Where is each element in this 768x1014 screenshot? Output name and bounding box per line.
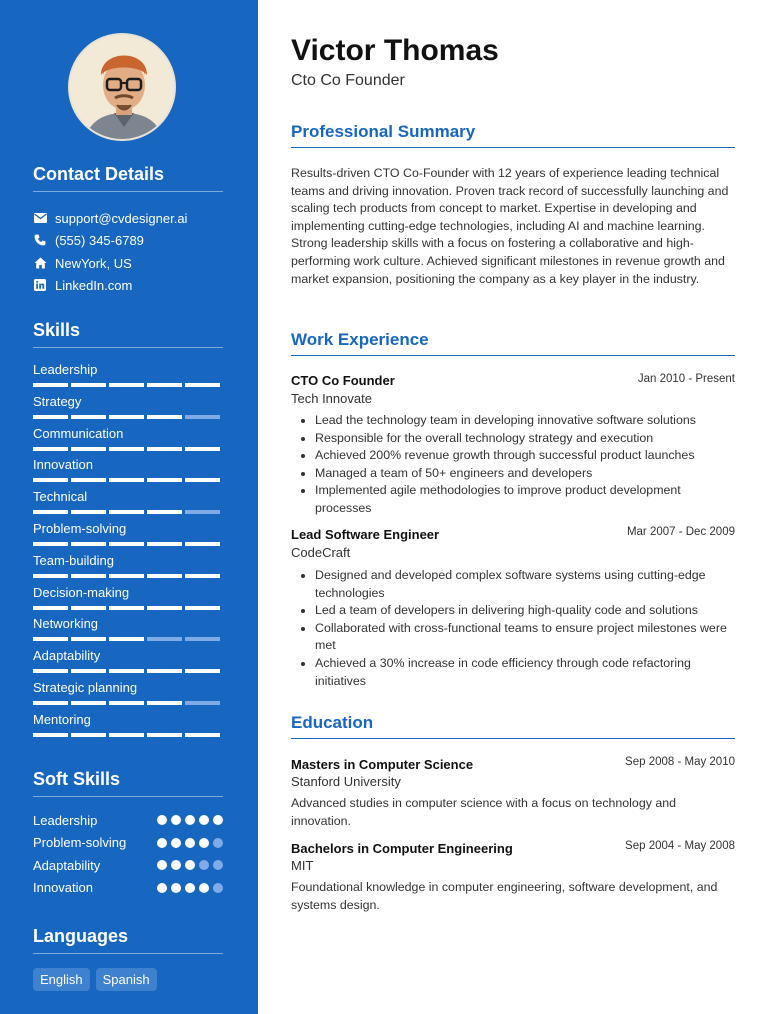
job-date: Jan 2010 - Present — [637, 373, 735, 385]
skill-bar-segment — [71, 574, 106, 578]
contact-location — [33, 254, 132, 272]
skill-bar-segment — [109, 733, 144, 737]
contact-email[interactable] — [33, 209, 187, 227]
rating-dot — [199, 883, 209, 893]
skill-bar-segment — [33, 510, 68, 514]
skills-heading: Skills — [33, 320, 223, 348]
language-chip: English — [33, 968, 90, 991]
skill-item — [33, 521, 223, 546]
skill-level-bar — [33, 478, 223, 482]
avatar-illustration — [70, 35, 176, 141]
rating-dot — [185, 860, 195, 870]
soft-skill-rating — [157, 883, 223, 893]
skill-bar-segment — [109, 383, 144, 387]
contact-email-text: support@cvdesigner.ai — [55, 210, 188, 226]
skill-level-bar — [33, 415, 223, 419]
skill-item — [33, 585, 223, 610]
languages-heading: Languages — [33, 926, 223, 954]
skill-level-bar — [33, 606, 223, 610]
rating-dot — [185, 883, 195, 893]
skill-label: Networking — [33, 616, 99, 632]
skill-label: Problem-solving — [33, 521, 127, 536]
education-heading: Education — [291, 713, 735, 739]
skill-bar-segment — [185, 574, 220, 578]
skill-bar-segment — [109, 669, 144, 673]
skill-bar-segment — [147, 606, 182, 610]
list-item: • Managed a team of 50+ engineers and developers — [315, 465, 727, 483]
skill-label: Mentoring — [33, 711, 91, 727]
skill-item — [33, 457, 223, 482]
contact-location-text: NewYork, US — [55, 255, 132, 271]
language-chip: Spanish — [96, 968, 157, 991]
list-item: • Lead the technology team in developing innovative software solutions — [315, 412, 727, 430]
contact-phone[interactable] — [33, 231, 144, 249]
skill-bar-segment — [185, 447, 220, 451]
skill-item — [33, 394, 223, 419]
languages-list — [33, 968, 157, 991]
skill-item — [33, 648, 223, 673]
soft-skills-heading: Soft Skills — [33, 769, 223, 797]
soft-skill-rating — [157, 860, 223, 870]
soft-skill-rating — [157, 838, 223, 848]
soft-skill-label: Leadership — [33, 812, 98, 828]
degree-description: Foundational knowledge in computer engineering, software development, and systems design. — [291, 880, 718, 912]
rating-dot — [213, 815, 223, 825]
list-item: • Implemented agile methodologies to improve product development processes — [315, 482, 727, 517]
contact-linkedin[interactable] — [33, 276, 132, 294]
skill-label: Adaptability — [33, 648, 101, 664]
skill-bar-segment — [147, 542, 182, 546]
skill-bar-segment — [71, 510, 106, 514]
skill-level-bar — [33, 574, 223, 578]
skill-bar-segment — [71, 669, 106, 673]
experience-heading: Work Experience — [291, 330, 735, 356]
school-name: Stanford University — [291, 774, 401, 789]
rating-dot — [199, 860, 209, 870]
rating-dot — [171, 815, 181, 825]
skill-label: Team-building — [33, 552, 114, 568]
skill-bar-segment — [33, 478, 68, 482]
job-company: CodeCraft — [291, 545, 351, 560]
soft-skill-label: Adaptability — [33, 857, 101, 873]
soft-skill-item — [33, 834, 223, 852]
skill-bar-segment — [185, 478, 220, 482]
skill-level-bar — [33, 733, 223, 737]
rating-dot — [213, 838, 223, 848]
rating-dot — [157, 815, 167, 825]
skill-bar-segment — [147, 574, 182, 578]
summary-heading: Professional Summary — [291, 122, 735, 148]
skill-bar-segment — [109, 447, 144, 451]
degree-date: Sep 2008 - May 2010 — [625, 756, 735, 768]
skill-bar-segment — [147, 510, 182, 514]
skill-bar-segment — [33, 542, 68, 546]
skill-level-bar — [33, 383, 223, 387]
job-bullets — [315, 412, 727, 518]
skill-bar-segment — [185, 510, 220, 514]
skill-item — [33, 616, 223, 641]
rating-dot — [185, 838, 195, 848]
skill-bar-segment — [33, 637, 68, 641]
envelope-icon — [33, 211, 47, 225]
skill-item — [33, 712, 223, 737]
skill-bar-segment — [185, 383, 220, 387]
list-item: • Collaborated with cross-functional teams to ensure project milestones were met — [315, 620, 727, 655]
summary-text: Results-driven CTO Co-Founder with 12 years of experience leading technical teams and driving innovation. Proven track record of successfully launching and scaling tech products from concept to market. Expertise in developing and implementing cutting-edge technologies, including AI and machine learning. Strong leadership skills with a focus on fostering a collaborative and high-performing work culture. Achieved significant milestones in revenue growth and market expansion, positioning the company as a key player in the industry. — [291, 166, 729, 286]
list-item: • Led a team of developers in delivering high-quality code and solutions — [315, 602, 727, 620]
skill-bar-segment — [71, 606, 106, 610]
skill-bar-segment — [71, 383, 106, 387]
skill-bar-segment — [185, 669, 220, 673]
skill-bar-segment — [33, 606, 68, 610]
skill-level-bar — [33, 669, 223, 673]
list-item: • Achieved 200% revenue growth through successful product launches — [315, 447, 727, 465]
skill-bar-segment — [147, 637, 182, 641]
degree-title: Masters in Computer Science — [291, 757, 474, 772]
sidebar — [0, 0, 258, 1014]
skill-bar-segment — [109, 510, 144, 514]
skill-bar-segment — [33, 669, 68, 673]
skill-bar-segment — [33, 447, 68, 451]
rating-dot — [171, 838, 181, 848]
person-role: Cto Co Founder — [291, 72, 405, 89]
skill-level-bar — [33, 637, 223, 641]
skill-bar-segment — [33, 415, 68, 419]
soft-skill-label: Innovation — [33, 880, 93, 895]
skill-bar-segment — [71, 637, 106, 641]
skill-bar-segment — [147, 383, 182, 387]
skill-bar-segment — [109, 637, 144, 641]
skill-item — [33, 680, 223, 705]
skill-bar-segment — [185, 542, 220, 546]
job-title: CTO Co Founder — [291, 373, 395, 388]
skill-item — [33, 362, 223, 387]
phone-icon — [33, 233, 47, 247]
skill-bar-segment — [71, 447, 106, 451]
skill-bar-segment — [33, 574, 68, 578]
contact-phone-text: (555) 345-6789 — [55, 232, 144, 248]
skill-label: Strategy — [33, 393, 82, 409]
home-icon — [33, 256, 47, 270]
contact-linkedin-text: LinkedIn.com — [55, 277, 133, 293]
skill-label: Technical — [33, 489, 88, 505]
list-item: • Achieved a 30% increase in code efficiency through code refactoring initiatives — [315, 655, 727, 690]
rating-dot — [199, 815, 209, 825]
job-bullets — [315, 567, 727, 690]
skill-bar-segment — [147, 447, 182, 451]
skill-level-bar — [33, 701, 223, 705]
skill-bar-segment — [185, 415, 220, 419]
skill-bar-segment — [185, 637, 220, 641]
skill-bar-segment — [147, 701, 182, 705]
skill-level-bar — [33, 542, 223, 546]
skill-bar-segment — [109, 542, 144, 546]
skill-bar-segment — [185, 701, 220, 705]
skill-level-bar — [33, 510, 223, 514]
skill-bar-segment — [185, 606, 220, 610]
skill-item — [33, 489, 223, 514]
soft-skill-label: Problem-solving — [33, 835, 127, 850]
skill-bar-segment — [71, 542, 106, 546]
rating-dot — [171, 883, 181, 893]
school-name: MIT — [291, 858, 314, 873]
skill-bar-segment — [71, 415, 106, 419]
soft-skill-item — [33, 856, 223, 874]
degree-title: Bachelors in Computer Engineering — [291, 841, 513, 856]
skill-bar-segment — [109, 701, 144, 705]
rating-dot — [171, 860, 181, 870]
skill-label: Leadership — [33, 362, 98, 377]
skill-bar-segment — [147, 733, 182, 737]
skill-bar-segment — [147, 669, 182, 673]
skill-bar-segment — [33, 383, 68, 387]
profile-photo — [68, 33, 176, 141]
list-item: • Designed and developed complex software systems using cutting-edge technologies — [315, 567, 727, 602]
degree-date: Sep 2004 - May 2008 — [625, 840, 735, 852]
skill-level-bar — [33, 447, 223, 451]
skill-bar-segment — [71, 701, 106, 705]
skill-bar-segment — [33, 733, 68, 737]
skill-item — [33, 426, 223, 451]
skill-bar-segment — [109, 478, 144, 482]
skill-bar-segment — [109, 606, 144, 610]
skill-bar-segment — [71, 478, 106, 482]
skill-item — [33, 553, 223, 578]
job-date: Mar 2007 - Dec 2009 — [626, 526, 735, 538]
degree-description: Advanced studies in computer science with a focus on technology and innovation. — [291, 796, 677, 828]
rating-dot — [157, 883, 167, 893]
soft-skill-item — [33, 811, 223, 829]
skill-label: Strategic planning — [33, 680, 138, 695]
list-item: • Responsible for the overall technology strategy and execution — [315, 430, 727, 448]
skill-bar-segment — [33, 701, 68, 705]
skill-bar-segment — [185, 733, 220, 737]
soft-skill-rating — [157, 815, 223, 825]
skill-bar-segment — [147, 415, 182, 419]
job-title: Lead Software Engineer — [291, 527, 440, 542]
soft-skill-item — [33, 879, 223, 897]
rating-dot — [213, 883, 223, 893]
rating-dot — [157, 838, 167, 848]
skill-bar-segment — [71, 733, 106, 737]
person-name: Victor Thomas — [291, 34, 499, 67]
skill-label: Innovation — [33, 457, 93, 473]
job-company: Tech Innovate — [291, 391, 372, 406]
rating-dot — [213, 860, 223, 870]
rating-dot — [199, 838, 209, 848]
skill-label: Communication — [33, 425, 124, 441]
contact-heading: Contact Details — [33, 164, 223, 192]
skill-label: Decision-making — [33, 584, 130, 600]
rating-dot — [185, 815, 195, 825]
skill-bar-segment — [109, 415, 144, 419]
rating-dot — [157, 860, 167, 870]
linkedin-icon — [33, 278, 47, 292]
skill-bar-segment — [147, 478, 182, 482]
skill-bar-segment — [109, 574, 144, 578]
